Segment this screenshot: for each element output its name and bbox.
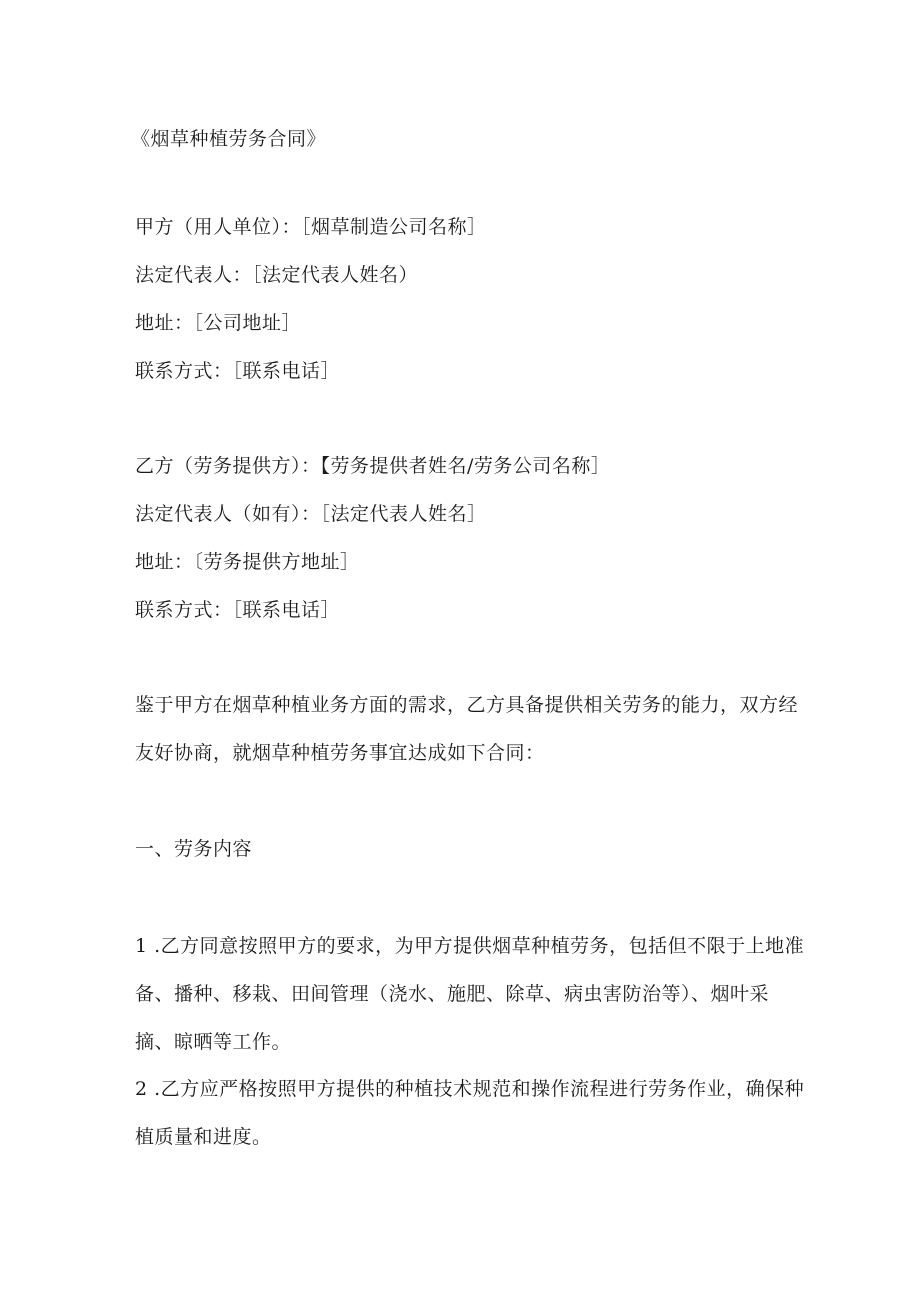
preamble-line: 鉴于甲方在烟草种植业务方面的需求，乙方具备提供相关劳务的能力，双方经 bbox=[135, 694, 799, 716]
clause-line: 植质量和进度。 bbox=[135, 1126, 272, 1148]
section-heading: 一、劳务内容 bbox=[135, 838, 253, 860]
party-b-representative: 法定代表人（如有）：［法定代表人姓名］ bbox=[135, 503, 487, 525]
clause-line: 2 .乙方应严格按照甲方提供的种植技术规范和操作流程进行劳务作业，确保种 bbox=[135, 1078, 805, 1100]
clause-line: 备、播种、移栽、田间管理（浇水、施肥、除草、病虫害防治等）、烟叶采 bbox=[135, 983, 770, 1005]
party-b-line: 乙方（劳务提供方）：【劳务提供者姓名/劳务公司名称］ bbox=[135, 455, 611, 477]
party-a-address: 地址：［公司地址］ bbox=[135, 312, 302, 334]
party-b-address: 地址：〔劳务提供方地址］ bbox=[135, 551, 360, 573]
party-a-contact: 联系方式：［联系电话］ bbox=[135, 360, 341, 382]
party-a-representative: 法定代表人：［法定代表人姓名） bbox=[135, 264, 419, 286]
clause-line: 1 .乙方同意按照甲方的要求，为甲方提供烟草种植劳务，包括但不限于上地准 bbox=[135, 935, 805, 957]
clause-line: 摘、晾晒等工作。 bbox=[135, 1031, 292, 1053]
document-title: 《烟草种植劳务合同》 bbox=[131, 128, 327, 150]
party-b-contact: 联系方式：［联系电话］ bbox=[135, 599, 341, 621]
party-a-line: 甲方（用人单位）：［烟草制造公司名称］ bbox=[135, 216, 487, 238]
preamble-line: 友好协商，就烟草种植劳务事宜达成如下合同： bbox=[135, 742, 545, 764]
